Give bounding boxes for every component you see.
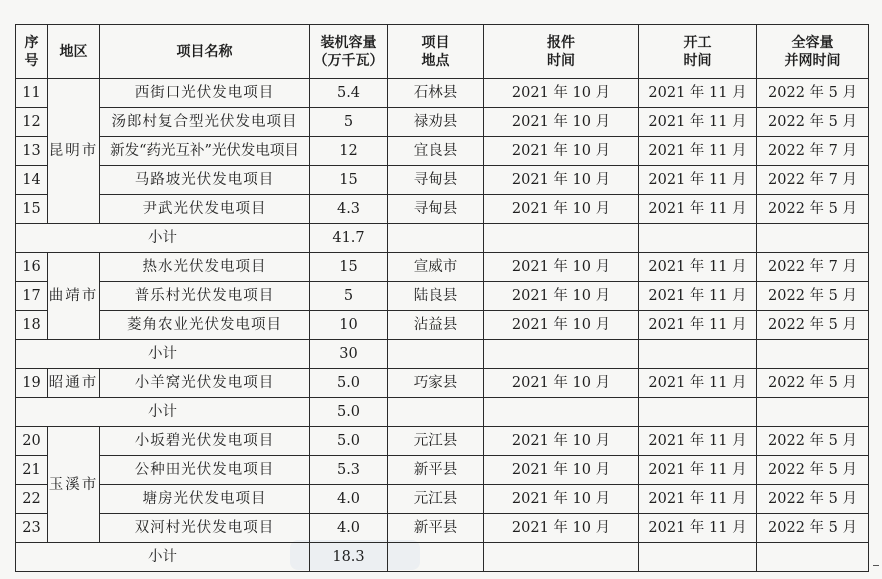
filing-time: 2021 年 10 月 — [484, 369, 639, 398]
subtotal-label: 小计 — [16, 340, 310, 369]
project-name: 小坂碧光伏发电项目 — [100, 427, 310, 456]
start-time: 2021 年 11 月 — [639, 108, 757, 137]
location: 宣威市 — [388, 253, 484, 282]
project-name: 汤郎村复合型光伏发电项目 — [100, 108, 310, 137]
subtotal-label: 小计 — [16, 398, 310, 427]
table-row — [16, 427, 869, 456]
subtotal-label: 小计 — [16, 543, 310, 572]
table-row — [16, 514, 869, 543]
capacity: 4.0 — [310, 485, 388, 514]
filing-time: 2021 年 10 月 — [484, 427, 639, 456]
location: 元江县 — [388, 485, 484, 514]
header-seq: 序 号 — [16, 25, 48, 79]
location: 寻甸县 — [388, 195, 484, 224]
capacity: 5.0 — [310, 427, 388, 456]
capacity: 12 — [310, 137, 388, 166]
project-name: 公种田光伏发电项目 — [100, 456, 310, 485]
project-name: 菱角农业光伏发电项目 — [100, 311, 310, 340]
row-number: 20 — [16, 427, 48, 456]
header-location: 项目 地点 — [388, 25, 484, 79]
location: 宜良县 — [388, 137, 484, 166]
capacity: 10 — [310, 311, 388, 340]
grid-time: 2022 年 7 月 — [757, 253, 869, 282]
row-number: 21 — [16, 456, 48, 485]
row-number: 15 — [16, 195, 48, 224]
row-number: 17 — [16, 282, 48, 311]
subtotal-value: 5.0 — [310, 398, 388, 427]
grid-time: 2022 年 5 月 — [757, 108, 869, 137]
location: 石林县 — [388, 79, 484, 108]
subtotal-value: 30 — [310, 340, 388, 369]
project-name: 热水光伏发电项目 — [100, 253, 310, 282]
grid-time: 2022 年 5 月 — [757, 456, 869, 485]
start-time: 2021 年 11 月 — [639, 456, 757, 485]
solar-projects-table — [15, 24, 869, 572]
start-time: 2021 年 11 月 — [639, 369, 757, 398]
subtotal-row — [16, 398, 869, 427]
capacity: 5 — [310, 282, 388, 311]
region-cell: 玉溪市 — [48, 427, 100, 543]
row-number: 13 — [16, 137, 48, 166]
header-region: 地区 — [48, 25, 100, 79]
grid-time: 2022 年 5 月 — [757, 311, 869, 340]
row-number: 16 — [16, 253, 48, 282]
subtotal-value: 41.7 — [310, 224, 388, 253]
capacity: 4.0 — [310, 514, 388, 543]
grid-time: 2022 年 5 月 — [757, 369, 869, 398]
header-filing-time: 报件 时间 — [484, 25, 639, 79]
project-name: 普乐村光伏发电项目 — [100, 282, 310, 311]
filing-time: 2021 年 10 月 — [484, 311, 639, 340]
region-cell: 昆明市 — [48, 79, 100, 224]
start-time: 2021 年 11 月 — [639, 485, 757, 514]
start-time: 2021 年 11 月 — [639, 427, 757, 456]
row-number: 11 — [16, 79, 48, 108]
filing-time: 2021 年 10 月 — [484, 456, 639, 485]
page-edge-mark — [873, 565, 879, 566]
subtotal-label: 小计 — [16, 224, 310, 253]
start-time: 2021 年 11 月 — [639, 137, 757, 166]
start-time: 2021 年 11 月 — [639, 282, 757, 311]
header-project-name: 项目名称 — [100, 25, 310, 79]
capacity: 5.3 — [310, 456, 388, 485]
location: 巧家县 — [388, 369, 484, 398]
start-time: 2021 年 11 月 — [639, 195, 757, 224]
grid-time: 2022 年 5 月 — [757, 485, 869, 514]
filing-time: 2021 年 10 月 — [484, 514, 639, 543]
header-start-time: 开工 时间 — [639, 25, 757, 79]
filing-time: 2021 年 10 月 — [484, 137, 639, 166]
location: 元江县 — [388, 427, 484, 456]
filing-time: 2021 年 10 月 — [484, 166, 639, 195]
capacity: 5 — [310, 108, 388, 137]
subtotal-row — [16, 543, 869, 572]
row-number: 18 — [16, 311, 48, 340]
filing-time: 2021 年 10 月 — [484, 253, 639, 282]
table-row — [16, 79, 869, 108]
start-time: 2021 年 11 月 — [639, 311, 757, 340]
filing-time: 2021 年 10 月 — [484, 108, 639, 137]
row-number: 19 — [16, 369, 48, 398]
grid-time: 2022 年 5 月 — [757, 427, 869, 456]
capacity: 5.0 — [310, 369, 388, 398]
subtotal-row — [16, 224, 869, 253]
location: 新平县 — [388, 514, 484, 543]
filing-time: 2021 年 10 月 — [484, 485, 639, 514]
capacity: 15 — [310, 253, 388, 282]
table-row — [16, 253, 869, 282]
region-cell: 曲靖市 — [48, 253, 100, 340]
grid-time: 2022 年 5 月 — [757, 514, 869, 543]
grid-time: 2022 年 5 月 — [757, 195, 869, 224]
grid-time: 2022 年 5 月 — [757, 282, 869, 311]
location: 寻甸县 — [388, 166, 484, 195]
subtotal-value: 18.3 — [310, 543, 388, 572]
table-row — [16, 166, 869, 195]
row-number: 14 — [16, 166, 48, 195]
table-row — [16, 108, 869, 137]
grid-time: 2022 年 7 月 — [757, 166, 869, 195]
location: 沾益县 — [388, 311, 484, 340]
table-row — [16, 485, 869, 514]
row-number: 12 — [16, 108, 48, 137]
start-time: 2021 年 11 月 — [639, 253, 757, 282]
project-name: 双河村光伏发电项目 — [100, 514, 310, 543]
header-capacity: 装机容量 （万千瓦） — [310, 25, 388, 79]
location: 新平县 — [388, 456, 484, 485]
location: 陆良县 — [388, 282, 484, 311]
location: 禄劝县 — [388, 108, 484, 137]
capacity: 5.4 — [310, 79, 388, 108]
project-name: 新发“药光互补”光伏发电项目 — [100, 137, 310, 166]
capacity: 4.3 — [310, 195, 388, 224]
project-name: 西街口光伏发电项目 — [100, 79, 310, 108]
grid-time: 2022 年 5 月 — [757, 79, 869, 108]
header-grid-time: 全容量 并网时间 — [757, 25, 869, 79]
project-name: 小羊窝光伏发电项目 — [100, 369, 310, 398]
project-name: 尹武光伏发电项目 — [100, 195, 310, 224]
table-header-row — [16, 25, 869, 79]
start-time: 2021 年 11 月 — [639, 166, 757, 195]
capacity: 15 — [310, 166, 388, 195]
project-name: 马路坡光伏发电项目 — [100, 166, 310, 195]
row-number: 23 — [16, 514, 48, 543]
table-row — [16, 282, 869, 311]
filing-time: 2021 年 10 月 — [484, 195, 639, 224]
table-row — [16, 456, 869, 485]
project-name: 塘房光伏发电项目 — [100, 485, 310, 514]
filing-time: 2021 年 10 月 — [484, 79, 639, 108]
table-row — [16, 311, 869, 340]
subtotal-row — [16, 340, 869, 369]
start-time: 2021 年 11 月 — [639, 79, 757, 108]
filing-time: 2021 年 10 月 — [484, 282, 639, 311]
table-row — [16, 369, 869, 398]
start-time: 2021 年 11 月 — [639, 514, 757, 543]
row-number: 22 — [16, 485, 48, 514]
grid-time: 2022 年 7 月 — [757, 137, 869, 166]
table-row — [16, 137, 869, 166]
region-cell: 昭通市 — [48, 369, 100, 398]
table-row — [16, 195, 869, 224]
